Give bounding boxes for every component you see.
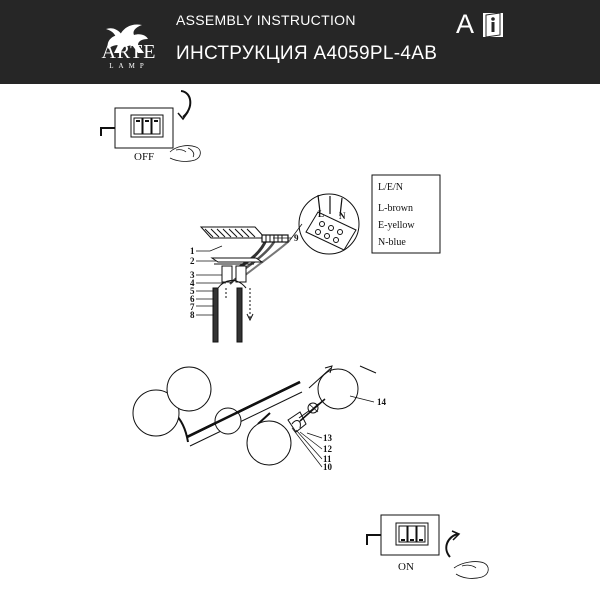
rods: [213, 288, 253, 342]
terminal-magnifier: [290, 194, 359, 254]
brand-subtitle: LAMP: [109, 62, 149, 70]
legend-title: L/E/N: [378, 182, 403, 193]
legend-line: N-blue: [378, 237, 406, 248]
switch-on-box: [367, 515, 439, 555]
assembly-diagram: [0, 84, 600, 600]
part-number: 14: [377, 397, 386, 407]
part-number: 4: [190, 278, 195, 288]
hand-on-icon: [454, 562, 488, 579]
header-bar: [0, 0, 600, 84]
legend-line: L-brown: [378, 203, 413, 214]
title-russian: ИНСТРУКЦИЯ A4059PL-4AB: [176, 43, 438, 64]
part-number: 7: [190, 302, 195, 312]
brand-name: ARTE: [101, 41, 157, 63]
switch-off-box: [101, 108, 173, 148]
part-number: 8: [190, 310, 195, 320]
canopy-bracket: [212, 258, 262, 288]
glass-globes: [133, 367, 300, 465]
on-label: ON: [398, 561, 414, 573]
part-number: 5: [190, 286, 195, 296]
arrow-down-icon: [181, 91, 190, 117]
part-number: 11: [323, 454, 332, 464]
part-number: 6: [190, 294, 195, 304]
off-label: OFF: [134, 151, 155, 163]
legend-line: E-yellow: [378, 220, 415, 231]
terminal-label-l: L: [318, 209, 325, 219]
part-number: 1: [190, 246, 195, 256]
info-book-icon: [482, 12, 504, 38]
part-number: 9: [294, 233, 299, 243]
hand-icon: [170, 146, 200, 162]
part-number: 13: [323, 433, 332, 443]
title-english: ASSEMBLY INSTRUCTION: [176, 12, 356, 28]
part-number: 10: [323, 462, 332, 472]
ceiling-plate: [201, 227, 265, 238]
part-number: 3: [190, 270, 195, 280]
part-number: 12: [323, 444, 332, 454]
terminal-label-n: N: [339, 211, 346, 221]
language-letter: A: [456, 9, 475, 39]
wire-connector: [262, 235, 288, 242]
part-number: 2: [190, 256, 195, 266]
